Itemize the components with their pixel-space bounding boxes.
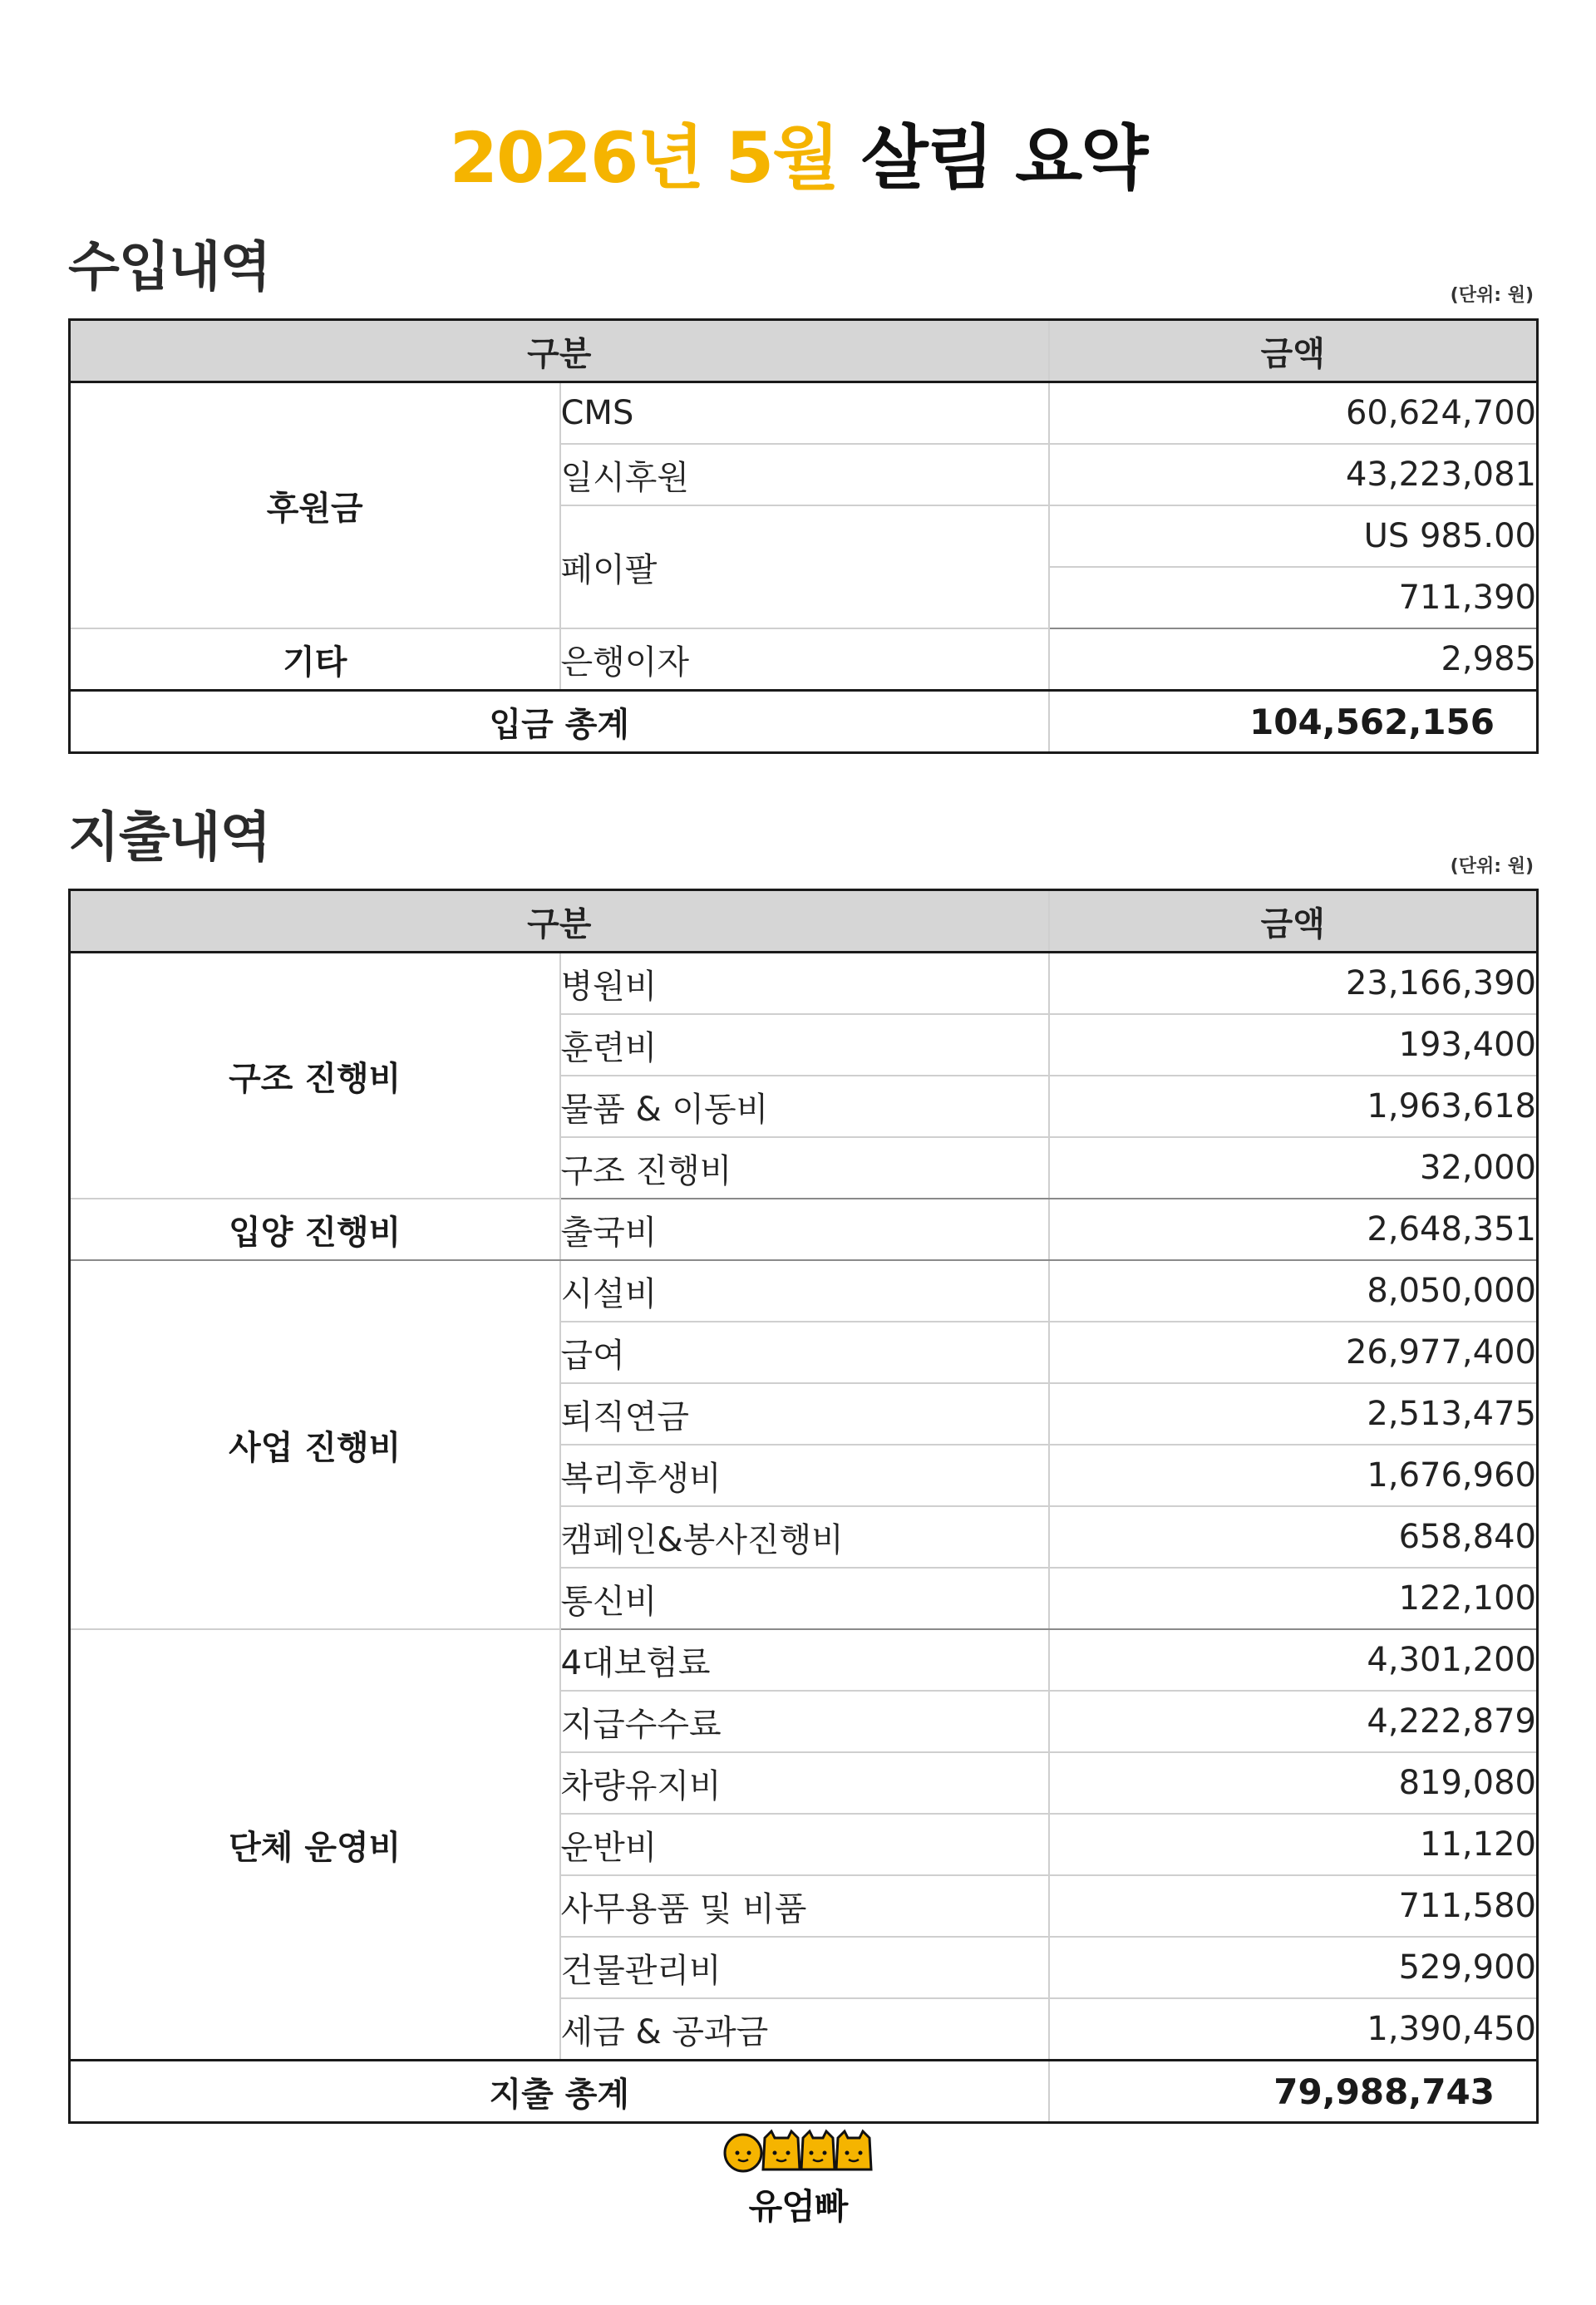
amount-cell: US 985.00 [1049, 505, 1538, 567]
category-cell: 단체 운영비 [70, 1629, 560, 2061]
amount-cell: 193,400 [1049, 1014, 1538, 1076]
amount-cell: 1,963,618 [1049, 1076, 1538, 1137]
item-cell: 지급수수료 [560, 1691, 1049, 1752]
item-cell: 페이팔 [560, 505, 1049, 628]
expense-total-label: 지출 총계 [70, 2061, 1049, 2123]
page-title-rest: 살림 요약 [860, 117, 1147, 199]
item-cell: 퇴직연금 [560, 1383, 1049, 1445]
category-cell: 구조 진행비 [70, 953, 560, 1199]
table-row [70, 628, 1538, 691]
income-total-label: 입금 총계 [70, 691, 1049, 753]
amount-cell: 11,120 [1049, 1814, 1538, 1875]
item-cell: 건물관리비 [560, 1937, 1049, 1998]
expense-total-amount: 79,988,743 [1049, 2061, 1538, 2123]
item-cell: 통신비 [560, 1568, 1049, 1629]
amount-cell: 711,390 [1049, 567, 1538, 628]
income-unit: (단위: 원) [1450, 285, 1534, 306]
item-cell: CMS [560, 382, 1049, 445]
item-cell: 일시후원 [560, 444, 1049, 505]
amount-cell: 2,648,351 [1049, 1199, 1538, 1260]
income-table [68, 318, 1539, 754]
expense-total-row [70, 2061, 1538, 2123]
expense-table [68, 889, 1539, 2124]
amount-cell: 658,840 [1049, 1506, 1538, 1568]
expense-unit: (단위: 원) [1450, 856, 1534, 877]
amount-cell: 529,900 [1049, 1937, 1538, 1998]
amount-cell: 711,580 [1049, 1875, 1538, 1937]
expense-heading: 지출내역 [68, 807, 271, 869]
table-row [70, 953, 1538, 1015]
income-total-row [70, 691, 1538, 753]
income-header-category: 구분 [70, 320, 1049, 382]
expense-header-category: 구분 [70, 890, 1049, 953]
amount-cell: 23,166,390 [1049, 953, 1538, 1015]
table-row [70, 1629, 1538, 1691]
amount-cell: 8,050,000 [1049, 1260, 1538, 1322]
amount-cell: 1,676,960 [1049, 1445, 1538, 1506]
table-row [70, 1199, 1538, 1260]
table-row [70, 1260, 1538, 1322]
item-cell: 구조 진행비 [560, 1137, 1049, 1199]
item-cell: 세금 & 공과금 [560, 1998, 1049, 2061]
item-cell: 4대보험료 [560, 1629, 1049, 1691]
amount-cell: 26,977,400 [1049, 1322, 1538, 1383]
item-cell: 복리후생비 [560, 1445, 1049, 1506]
amount-cell: 122,100 [1049, 1568, 1538, 1629]
table-row [70, 382, 1538, 445]
income-total-amount: 104,562,156 [1049, 691, 1538, 753]
item-cell: 훈련비 [560, 1014, 1049, 1076]
footer-logo [0, 2128, 1596, 2229]
item-cell: 출국비 [560, 1199, 1049, 1260]
logo-name: 유엄빠 [748, 2186, 848, 2227]
amount-cell: 32,000 [1049, 1137, 1538, 1199]
item-cell: 병원비 [560, 953, 1049, 1015]
item-cell: 은행이자 [560, 628, 1049, 691]
income-header-amount: 금액 [1049, 320, 1538, 382]
category-cell: 입양 진행비 [70, 1199, 560, 1260]
income-heading: 수입내역 [68, 237, 271, 298]
income-header-row [70, 320, 1538, 382]
amount-cell: 2,985 [1049, 628, 1538, 691]
category-cell: 사업 진행비 [70, 1260, 560, 1629]
amount-cell: 60,624,700 [1049, 382, 1538, 445]
item-cell: 시설비 [560, 1260, 1049, 1322]
category-cell: 기타 [70, 628, 560, 691]
item-cell: 급여 [560, 1322, 1049, 1383]
item-cell: 차량유지비 [560, 1752, 1049, 1814]
expense-header-amount: 금액 [1049, 890, 1538, 953]
page-title-highlight: 2026년 5월 [449, 117, 839, 199]
amount-cell: 43,223,081 [1049, 444, 1538, 505]
item-cell: 운반비 [560, 1814, 1049, 1875]
item-cell: 사무용품 및 비품 [560, 1875, 1049, 1937]
amount-cell: 4,222,879 [1049, 1691, 1538, 1752]
amount-cell: 2,513,475 [1049, 1383, 1538, 1445]
expense-header-row [70, 890, 1538, 953]
item-cell: 캠페인&봉사진행비 [560, 1506, 1049, 1568]
page-title [0, 112, 1596, 204]
amount-cell: 4,301,200 [1049, 1629, 1538, 1691]
amount-cell: 1,390,450 [1049, 1998, 1538, 2061]
item-cell: 물품 & 이동비 [560, 1076, 1049, 1137]
animal-faces-logo-icon [723, 2128, 873, 2174]
amount-cell: 819,080 [1049, 1752, 1538, 1814]
category-cell: 후원금 [70, 382, 560, 629]
